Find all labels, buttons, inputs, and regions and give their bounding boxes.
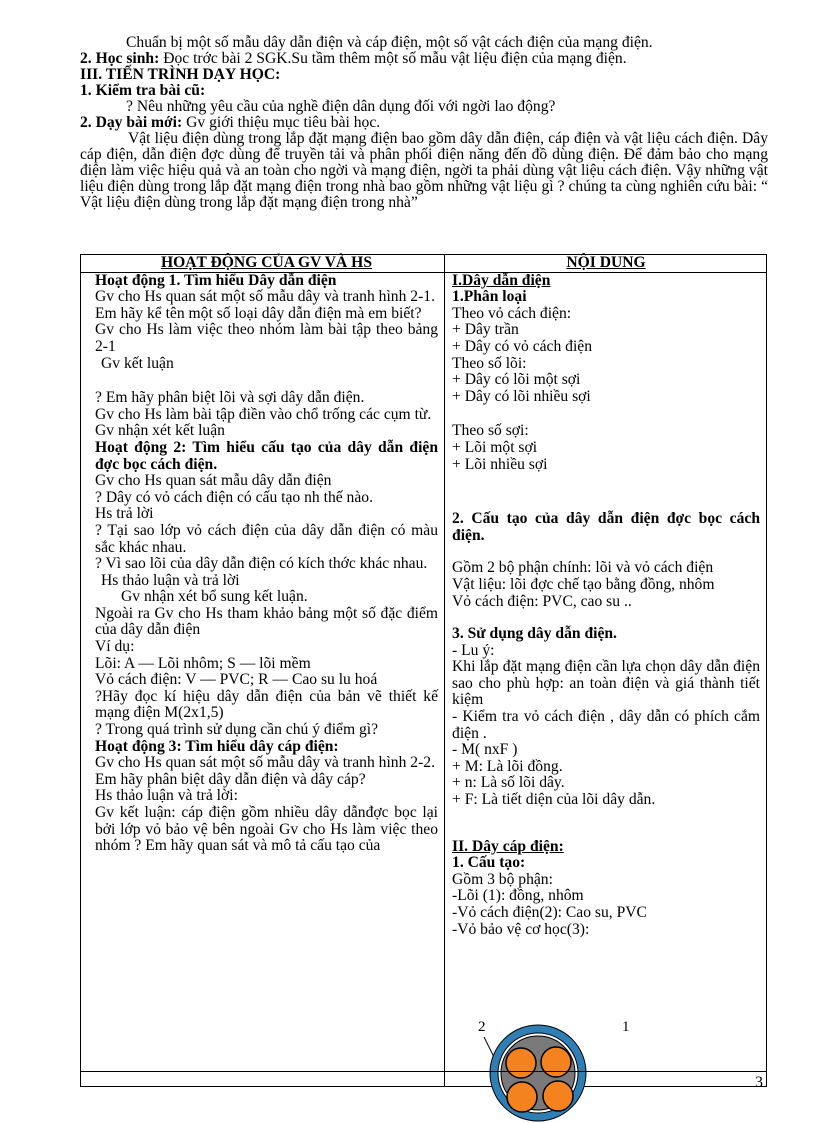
header-right: NỘI DUNG — [445, 255, 767, 273]
intro-section — [80, 35, 768, 211]
new-lesson: 2. Dạy bài mới: Gv giới thiệu mục tiêu bài học. — [80, 114, 381, 131]
core-3 — [543, 1081, 573, 1111]
label-1: 1 — [622, 1019, 630, 1035]
check-old-lesson: 1. Kiểm tra bài cũ: — [80, 82, 206, 99]
left-column: Hoạt động 1. Tìm hiểu Dây dẫn điện Gv cho Hs quan sát một số mẫu dây và tranh hình 2-1. Em hãy kể tên một số loại dây dẫn điện mà em biết? Gv cho Hs làm việc theo nhóm làm bài tập theo bảng 2-1 Gv kết luận ? Em hãy phân biệt lõi và sợi dây dẫn điện. Gv cho Hs làm bài tập điền vào chổ trống các cụm từ. Gv nhận xét kết luận Hoạt động 2: Tìm hiểu cấu tạo của dây dẫn điện đợc bọc cách điện. Gv cho Hs quan sát mẫu dây dẫn điện ? Dây có vỏ cách điện có cấu tạo nh thế nào. Hs trả lời ? Tại sao lớp vỏ cách điện của dây dẫn điện có màu sắc khác nhau. ? Vì sao lõi của dây dẫn điện có kích thớc khác nhau. Hs thảo luận và trả lời Gv nhận xét bổ sung kết luận. Ngoài ra Gv cho Hs tham khảo bảng một số đặc điểm của dây dẫn điện Ví dụ: Lõi: A — Lõi nhôm; S — lõi mềm Vỏ cách điện: V — PVC; R — Cao su lu hoá ?Hãy đọc kí hiệu dây dẫn điện của bản vẽ thiết kế mạng điện M(2x1,5) ? Trong quá trình sử dụng cần chú ý điểm gì? Hoạt động 3: Tìm hiểu dây cáp điện: Gv cho Hs quan sát một số mẫu dây và tranh hình 2-2. Em hãy phân biệt dây dẫn điện và dây cáp? Hs thảo luận và trả lời: Gv kết luận: cáp điện gồm nhiều dây dẫnđợc bọc lại bởi lớp vỏ bảo vệ bên ngoài Gv cho Hs làm việc theo nhóm ? Em hãy quan sát và mô tả cấu tạo của — [81, 272, 445, 1086]
lesson-table — [80, 254, 767, 1087]
core-2 — [541, 1047, 571, 1077]
cable-cross-section-diagram — [478, 1015, 630, 1110]
page-number: 3 — [755, 1074, 763, 1091]
student-prep: 2. Học sinh: Đọc trớc bài 2 SGK.Su tầm thêm một số mẫu vật liệu điện của mạng điện. — [80, 50, 627, 67]
check-question: ? Nêu những yêu cầu của nghề điện dân dụng đối với ngời lao động? — [126, 98, 556, 115]
core-1 — [506, 1048, 536, 1078]
core-4 — [507, 1082, 537, 1112]
table-row — [81, 272, 767, 1086]
section-heading: III. TIẾN TRÌNH DẠY HỌC: — [80, 66, 281, 83]
intro-line-1: Chuẩn bị một số mẫu dây dẫn điện và cáp điện, một số vật cách điện của mạng điện. — [126, 34, 653, 51]
intro-paragraph: Vật liệu điện dùng trong lắp đặt mạng điện bao gồm dây dẫn điện, cáp điện và vật liệu cách điện. Dây cáp điện, dẫn điện đợc dùng để truyền tải và phân phối điện năng đến đồ dùng điện. Để đảm bảo cho mạng điện làm việc hiệu quả và an toàn cho ngời và mạng điện, ngời ta phải dùng vật liệu cách điện. Vậy những vật liệu điện dùng trong lắp đặt mạng điện trong nhà bao gồm những vật liệu gì ? chúng ta cùng nghiên cứu bài: “ Vật liệu điện dùng trong lắp đặt mạng điện trong nhà” — [80, 130, 768, 211]
table-header — [81, 255, 767, 273]
right-column: I.Dây dẫn điện 1.Phân loại Theo vỏ cách điện: + Dây trần + Dây có vỏ cách điện Theo số lõi: + Dây có lõi một sợi + Dây có lõi nhiều sợi Theo số sợi: + Lõi một sợi + Lõi nhiều sợi 2. Cấu tạo của dây dẫn điện đợc bọc cách điện. Gồm 2 bộ phận chính: lõi và vỏ cách điện Vật liệu: lõi đợc chế tạo bằng đồng, nhôm Vỏ cách điện: PVC, cao su .. 3. Sử dụng dây dẫn điện. - Lu ý: Khi lắp đặt mạng điện cần lựa chọn dây dẫn điện sao cho phù hợp: an toàn điện và giá thành tiết kiệm - Kiểm tra vỏ cách điện , dây dẫn có phích cắm điện . - M( nxF ) + M: Là lõi đồng. + n: Là số lõi dây. + F: Là tiết diện của lõi dây dẫn. II. Dây cáp điện: 1. Cấu tạo: Gồm 3 bộ phận: -Lõi (1): đồng, nhôm -Vỏ cách điện(2): Cao su, PVC -Vỏ bảo vệ cơ học(3): — [445, 272, 767, 1086]
label-2: 2 — [478, 1019, 486, 1035]
footer-rule — [80, 1071, 767, 1072]
header-left: HOẠT ĐỘNG CỦA GV VÀ HS — [81, 255, 445, 273]
